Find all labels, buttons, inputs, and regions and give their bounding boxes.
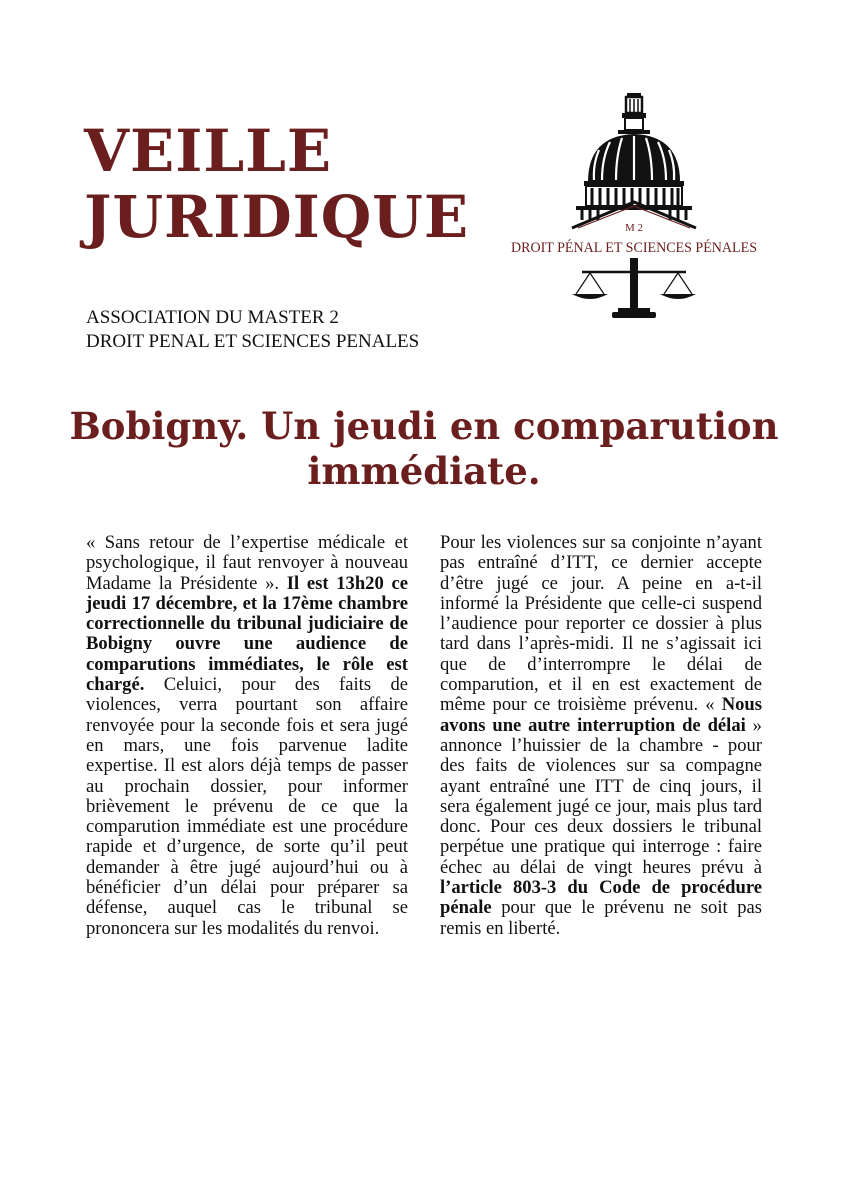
text-run: pour que le prévenu ne soit pas remis en liberté. bbox=[440, 897, 762, 939]
text-run: Celuici, pour des faits de violences, verra pourtant son affaire renvoyée pour la seconde fois et sera jugé en mars, une fois parvenue ladite expertise. Il est alors déjà temps de passer au prochain dossier, pour informer brièvement le prévenu de ce que la comparution immédiate est une procédure rapide et d’urgence, de sorte qu’il peut demander à être jugé aujourd’hui ou à bénéficier d’un délai pour préparer sa défense, auquel cas le tribunal se prononcera sur les modalités du renvoi. bbox=[86, 674, 408, 939]
logo-badge: M 2 bbox=[624, 222, 644, 234]
association-line-2: DROIT PENAL ET SCIENCES PENALES bbox=[86, 331, 420, 352]
article-column-right bbox=[440, 533, 762, 939]
text-run: Pour les violences sur sa conjointe n’ayant pas entraîné d’ITT, ce dernier accepte d’être jugé ce jour. A peine en a-t-il informé la Présidente que celle-ci suspend l’audience pour reporter ce dossier à plus tard dans l’après-midi. Il ne s’agissait ici que de d’interrompre le délai de comparution, et il en est exactement de même pour ce troisième prévenu. « bbox=[440, 532, 762, 716]
association-logo bbox=[506, 90, 760, 326]
association-name bbox=[86, 306, 526, 354]
title-line-1: VEILLE bbox=[84, 117, 333, 185]
page-title bbox=[84, 118, 484, 250]
article-title: Bobigny. Un jeudi en comparution immédiate. bbox=[69, 404, 779, 493]
text-run: » annonce l’huissier de la chambre - pour des faits de violences sur sa compagne ayant entraîné une ITT de cinq jours, il sera également jugé ce jour, mais plus tard donc. Pour ces deux dossiers le tribunal perpétue une pratique qui interroge : faire échec au délai de vingt heures prévu à bbox=[440, 714, 762, 878]
article-column-left bbox=[86, 533, 408, 939]
pantheon-dome-scales-icon bbox=[506, 90, 760, 326]
title-line-2: JURIDIQUE bbox=[84, 183, 470, 251]
text-run: « Sans retour de l’expertise médicale et psychologique, il faut renvoyer à nouveau Madame la Présidente ». bbox=[86, 532, 408, 594]
association-line-1: ASSOCIATION DU MASTER 2 bbox=[86, 307, 339, 328]
text-run-bold: l’article 803-3 du Code de procédure pénale bbox=[440, 877, 762, 919]
text-run-bold: Nous avons une autre interruption de délai bbox=[440, 694, 762, 736]
logo-text: DROIT PÉNAL ET SCIENCES PÉNALES bbox=[511, 240, 760, 256]
text-run-bold: Il est 13h20 ce jeudi 17 décembre, et la 17ème chambre correctionnelle du tribunal judiciaire de Bobigny ouvre une audience de comparutions immédiates, le rôle est chargé. bbox=[86, 572, 408, 696]
